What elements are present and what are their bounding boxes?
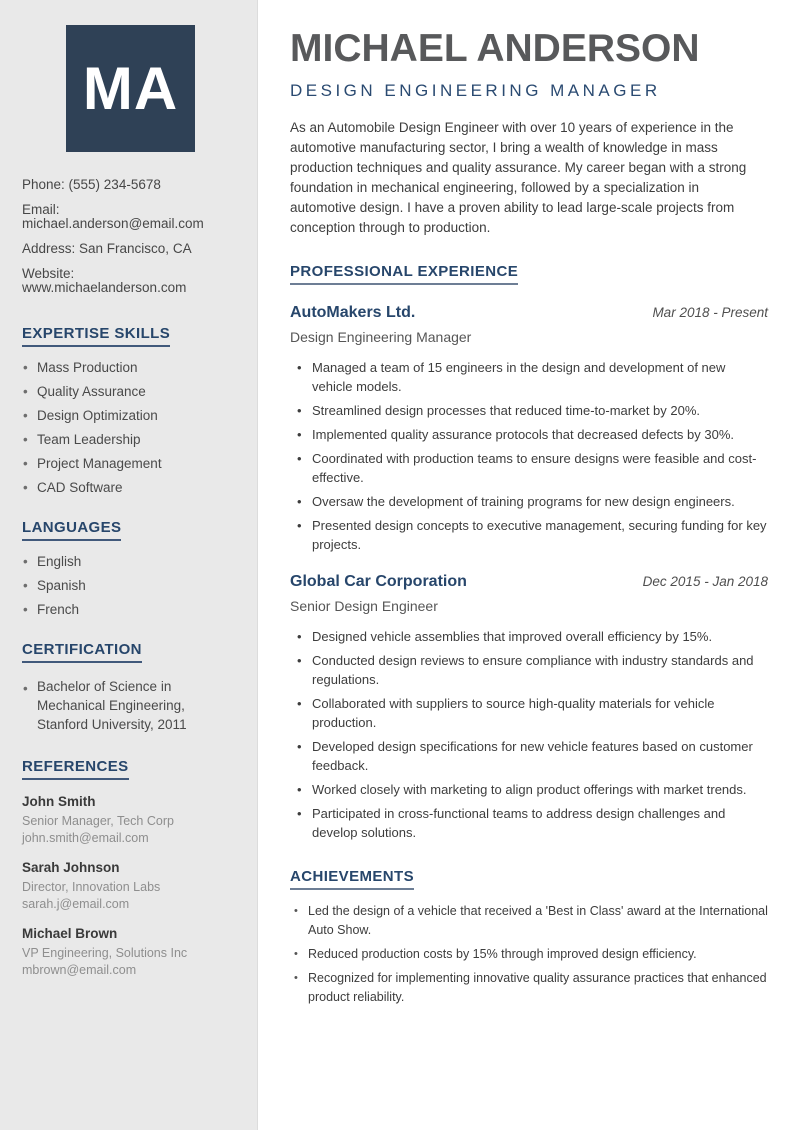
skill-item: • Mass Production <box>22 361 239 375</box>
summary-paragraph: As an Automobile Design Engineer with over 10 years of experience in the automotive manufacturing sector, I bring a wealth of knowledge in mass production techniques and quality assurance. My career began with a strong foundation in mechanical engineering, followed by a specialization in automotive design. I have a proven ability to lead large-scale projects from conception through to production. <box>290 120 747 235</box>
languages-list <box>22 555 239 617</box>
job-role: Senior Design Engineer <box>290 598 438 614</box>
job-bullet: • Collaborated with suppliers to source high-quality materials for vehicle production. <box>290 694 768 732</box>
achievement-bullet: • Led the design of a vehicle that received a 'Best in Class' award at the International Auto Show. <box>290 902 768 940</box>
expertise-heading: EXPERTISE SKILLS <box>22 325 170 347</box>
expertise-section <box>22 325 239 495</box>
reference-person <box>22 926 239 979</box>
contact-info <box>22 178 239 295</box>
job-bullet-list <box>290 358 768 554</box>
skill-item: • CAD Software <box>22 481 239 495</box>
sidebar <box>0 0 258 1130</box>
reference-name: John Smith <box>22 794 96 809</box>
achievements-list <box>290 902 768 1007</box>
reference-role: VP Engineering, Solutions Inc <box>22 946 188 960</box>
reference-email: mbrown@email.com <box>22 963 137 977</box>
job-entry <box>290 572 768 842</box>
job-dates: Mar 2018 - Present <box>652 305 768 320</box>
language-item: • English <box>22 555 239 569</box>
job-bullet: • Designed vehicle assemblies that improved overall efficiency by 15%. <box>290 627 768 646</box>
reference-name: Sarah Johnson <box>22 860 120 875</box>
job-role: Design Engineering Manager <box>290 329 472 345</box>
job-bullet: • Coordinated with production teams to ensure designs were feasible and cost-effective. <box>290 449 768 487</box>
achievements-heading: ACHIEVEMENTS <box>290 868 414 890</box>
experience-section <box>290 263 768 842</box>
skill-item: • Project Management <box>22 457 239 471</box>
resume-name: MICHAEL ANDERSON <box>290 27 700 70</box>
job-entry <box>290 303 768 554</box>
reference-role: Director, Innovation Labs <box>22 880 161 894</box>
job-bullet: • Managed a team of 15 engineers in the design and development of new vehicle models. <box>290 358 768 396</box>
resume-title: DESIGN ENGINEERING MANAGER <box>290 81 661 100</box>
references-section <box>22 758 239 979</box>
certification-section <box>22 641 239 734</box>
language-item: • French <box>22 603 239 617</box>
skill-item: • Quality Assurance <box>22 385 239 399</box>
job-bullet: • Implemented quality assurance protocols that decreased defects by 30%. <box>290 425 768 444</box>
languages-section <box>22 519 239 617</box>
reference-email: sarah.j@email.com <box>22 897 130 911</box>
certification-list <box>22 677 239 734</box>
job-bullet-list <box>290 627 768 842</box>
job-bullet: • Streamlined design processes that reduced time-to-market by 20%. <box>290 401 768 420</box>
job-bullet: • Participated in cross-functional teams to address design challenges and develop solutions. <box>290 804 768 842</box>
achievement-bullet: • Reduced production costs by 15% through improved design efficiency. <box>290 945 768 964</box>
job-dates: Dec 2015 - Jan 2018 <box>642 574 768 589</box>
reference-role: Senior Manager, Tech Corp <box>22 814 174 828</box>
job-header <box>290 572 768 591</box>
main-content <box>258 0 800 1130</box>
languages-heading: LANGUAGES <box>22 519 121 541</box>
reference-name: Michael Brown <box>22 926 118 941</box>
contact-phone: Phone: (555) 234-5678 <box>22 177 161 192</box>
certification-heading: CERTIFICATION <box>22 641 142 663</box>
reference-person <box>22 860 239 913</box>
contact-email: Email: michael.anderson@email.com <box>22 202 204 231</box>
language-item: • Spanish <box>22 579 239 593</box>
achievements-section <box>290 868 768 1007</box>
job-bullet: • Presented design concepts to executive management, securing funding for key projects. <box>290 516 768 554</box>
achievement-bullet: • Recognized for implementing innovative quality assurance practices that enhanced product reliability. <box>290 969 768 1007</box>
avatar-initials: MA <box>82 55 179 122</box>
references-heading: REFERENCES <box>22 758 129 780</box>
job-header <box>290 303 768 322</box>
company-name: Global Car Corporation <box>290 573 467 590</box>
avatar <box>66 25 195 152</box>
contact-address: Address: San Francisco, CA <box>22 241 192 256</box>
job-bullet: • Worked closely with marketing to align product offerings with market trends. <box>290 780 768 799</box>
reference-person <box>22 794 239 847</box>
job-bullet: • Developed design specifications for new vehicle features based on customer feedback. <box>290 737 768 775</box>
job-bullet: • Conducted design reviews to ensure compliance with industry standards and regulations. <box>290 651 768 689</box>
experience-heading: PROFESSIONAL EXPERIENCE <box>290 263 518 285</box>
company-name: AutoMakers Ltd. <box>290 304 416 321</box>
skill-item: • Team Leadership <box>22 433 239 447</box>
contact-website: Website: www.michaelanderson.com <box>22 266 187 295</box>
expertise-list <box>22 361 239 495</box>
skill-item: • Design Optimization <box>22 409 239 423</box>
certification-item: • Bachelor of Science in Mechanical Engineering, Stanford University, 2011 <box>22 677 239 734</box>
reference-email: john.smith@email.com <box>22 831 149 845</box>
job-bullet: • Oversaw the development of training programs for new design engineers. <box>290 492 768 511</box>
